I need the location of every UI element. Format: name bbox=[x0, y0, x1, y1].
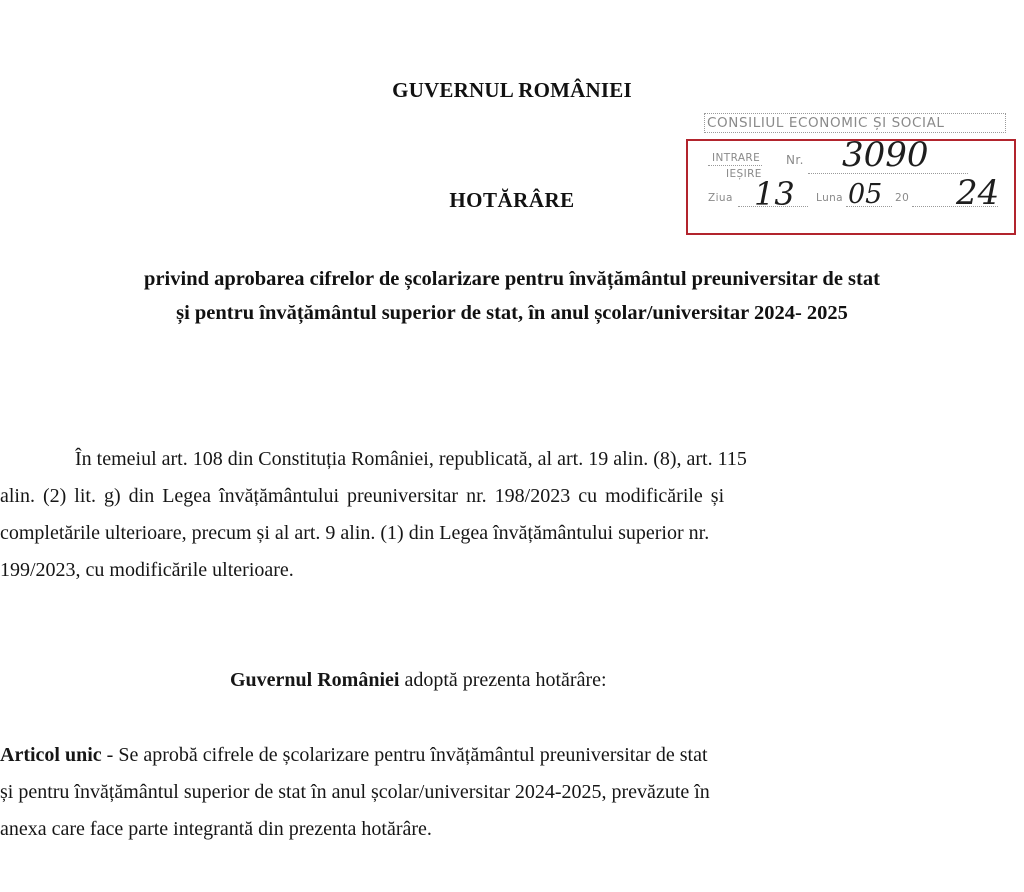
decision-subject bbox=[0, 262, 1024, 330]
preamble-line-3: completările ulterioare, precum și al art. 9 alin. (1) din Legea învățământului superior nr. bbox=[0, 522, 710, 544]
stamp-number-value: 3090 bbox=[842, 135, 929, 175]
subject-line-1: privind aprobarea cifrelor de școlarizare pentru învățământul preuniversitar de stat bbox=[144, 268, 880, 290]
article-line-3: anexa care face parte integrantă din prezenta hotărâre. bbox=[0, 818, 432, 840]
stamp-month-label: Luna bbox=[816, 192, 844, 204]
article-line-2: și pentru învățământul superior de stat în anul școlar/universitar 2024-2025, prevăzute în bbox=[0, 781, 710, 803]
stamp-exit-label: IEȘIRE bbox=[726, 168, 762, 180]
stamp-entry-label: INTRARE bbox=[712, 152, 761, 164]
stamp-day-value: 13 bbox=[754, 175, 795, 213]
preamble-line-1: În temeiul art. 108 din Constituția României, republicată, al art. 19 alin. (8), art. 115 bbox=[75, 448, 747, 470]
preamble-line-4: 199/2023, cu modificările ulterioare. bbox=[0, 559, 294, 581]
stamp-institution: CONSILIUL ECONOMIC ȘI SOCIAL bbox=[704, 113, 1006, 133]
article-text-1: - Se aprobă cifrele de școlarizare pentru învățământul preuniversitar de stat bbox=[101, 744, 708, 766]
article-line-1 bbox=[0, 744, 708, 767]
preamble-line-2: alin. (2) lit. g) din Legea învățământului preuniversitar nr. 198/2023 cu modificările și bbox=[0, 485, 725, 507]
article-label: Articol unic bbox=[0, 744, 102, 766]
stamp-year-value: 24 bbox=[956, 173, 1000, 213]
stamp-year-label: 20 bbox=[895, 192, 910, 204]
subject-line-2: și pentru învățământul superior de stat, în anul școlar/universitar 2024- 2025 bbox=[176, 302, 848, 324]
adoption-formula bbox=[230, 669, 607, 692]
stamp-month-value: 05 bbox=[848, 179, 883, 210]
adoption-text: adoptă prezenta hotărâre: bbox=[399, 669, 607, 691]
stamp-highlight-frame bbox=[686, 139, 1016, 235]
government-title: GUVERNUL ROMÂNIEI bbox=[392, 78, 632, 102]
stamp-day-label: Ziua bbox=[708, 192, 733, 204]
document-type-title: HOTĂRÂRE bbox=[449, 188, 575, 212]
stamp-number-label: Nr. bbox=[786, 153, 804, 167]
adoption-government: Guvernul României bbox=[230, 669, 400, 691]
